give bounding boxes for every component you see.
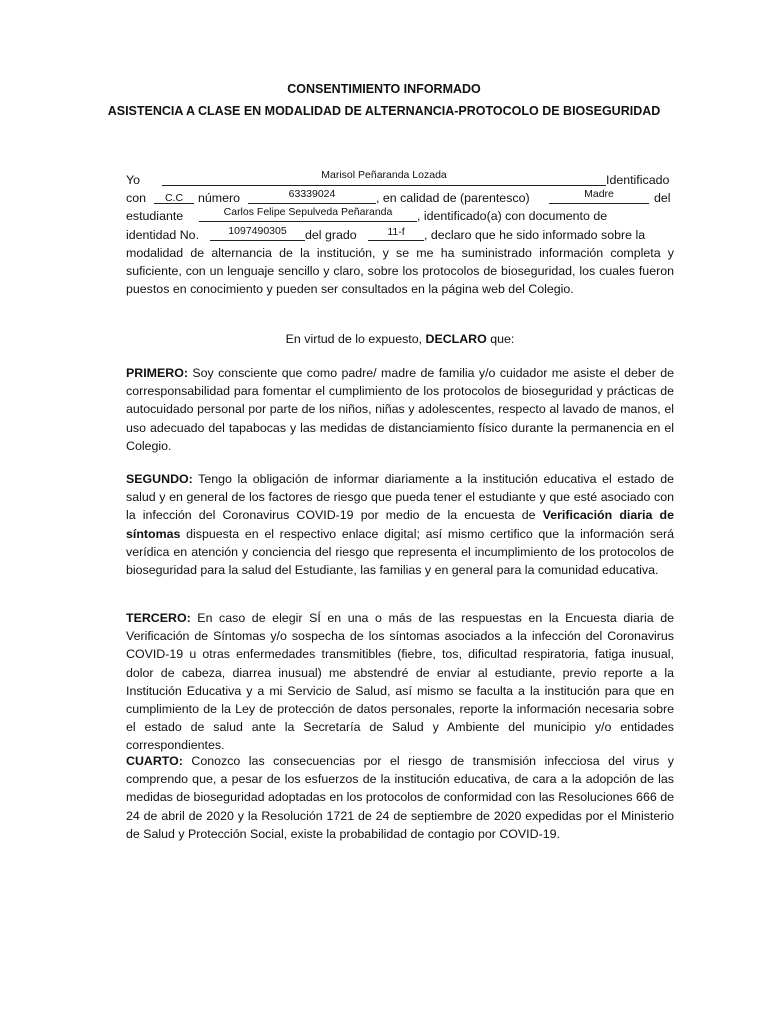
- declaro-intro-pre: En virtud de lo expuesto,: [285, 332, 426, 346]
- calidad-label: , en calidad de (parentesco): [376, 191, 530, 206]
- declaro-text: , declaro que he sido informado sobre la: [424, 227, 646, 242]
- yo-label: Yo: [126, 173, 141, 187]
- tercero-text: En caso de elegir SÍ en una o más de las respuestas en la Encuesta diaria de Verificación de Síntomas y/o sospecha de los síntomas asociados a la infección del Coronavirus COVID-19 u otras enfermedades transmitibles (fiebre, tos, dificultad respiratoria, fatiga inusual, dolor de cabeza, diarrea inusual) me abstendré de enviar al estudiante, previo reporte a la Institución Educativa y a mi Servicio de Salud, así mismo se faculta a la institución para que en cumplimiento de la Ley de protección de datos personales, reporte la información necesaria sobre el estado de salud ante la Secretaría de Salud y Ambiente del municipio y/o entidades correspondientes.: [126, 611, 674, 753]
- clause-tercero: [126, 609, 674, 755]
- numero-label: número: [198, 191, 241, 206]
- document-subtitle: ASISTENCIA A CLASE EN MODALIDAD DE ALTERNANCIA-PROTOCOLO DE BIOSEGURIDAD: [107, 104, 661, 118]
- cuarto-label: CUARTO:: [126, 754, 183, 768]
- estudiante-label: estudiante: [126, 209, 184, 224]
- tercero-label: TERCERO:: [126, 611, 191, 625]
- doc-number-value: 63339024: [288, 188, 336, 201]
- declaro-intro-post: que:: [486, 332, 515, 346]
- form-row-guardian: [126, 171, 674, 189]
- declaro-intro-bold: DECLARO: [425, 332, 487, 346]
- identificado-label: Identificado: [606, 173, 670, 187]
- relationship-value: Madre: [584, 188, 614, 201]
- identificado-doc-label: , identificado(a) con documento de: [417, 209, 608, 224]
- segundo-bold: Verificación diaria de síntomas: [126, 508, 674, 541]
- cuarto-text: Conozco las consecuencias por el riesgo de transmisión infecciosa del virus y comprendo que, a pesar de los esfuerzos de la institución educativa, de cara a la adopción de las medidas de bioseguridad adoptadas en los protocolos de conformidad con las Resoluciones 666 de 24 de abril de 2020 y la Resolución 1721 de 24 de septiembre de 2020 expedidas por el Ministerio de Salud y Protección Social, existe la probabilidad de contagio por COVID-19.: [126, 754, 674, 841]
- grado-label: del grado: [305, 227, 357, 242]
- del-label: del: [654, 191, 671, 206]
- form-row-id: [126, 226, 674, 244]
- identidad-label: identidad No.: [126, 227, 200, 242]
- student-name-value: Carlos Felipe Sepulveda Peñaranda: [223, 206, 393, 219]
- form-rest-text: modalidad de alternancia de la institución, y se me ha suministrado información completa y suficiente, con un lenguaje sencillo y claro, sobre los protocolos de bioseguridad, los cuales fueron puestos en conocimiento y pueden ser consultados en la página web del Colegio.: [126, 245, 674, 297]
- consent-form-block: [126, 171, 674, 298]
- guardian-name-value: Marisol Peñaranda Lozada: [321, 169, 447, 181]
- student-id-value: 1097490305: [228, 224, 287, 237]
- segundo-text-a: Tengo la obligación de informar diariamente a la institución educativa el estado de salud y en general de los factores de riesgo que pueda tener el estudiante y que esté asociado con la infección del Coronavirus COVID-19 por medio de la encuesta de: [126, 472, 674, 523]
- form-row-student: [126, 207, 674, 225]
- clause-primero: [126, 364, 674, 455]
- doc-type-value: C.C: [164, 192, 184, 205]
- primero-text: Soy consciente que como padre/ madre de familia y/o cuidador me asiste el deber de corresponsabilidad para fomentar el cumplimiento de los protocolos de bioseguridad y prácticas de autocuidado personal por parte de los niños, niñas y adolescentes, respecto al lavado de manos, el uso adecuado del tapabocas y las medidas de distanciamiento físico durante la permanencia en el Colegio.: [126, 366, 674, 453]
- declaro-intro: [126, 330, 674, 348]
- segundo-text-b: dispuesta en el respectivo enlace digital; así mismo certifico que la información será verídica en atención y conciencia del riesgo que representa el incumplimiento de los protocolos de bioseguridad para la salud del Estudiante, las familias y en general para la comunidad educativa.: [126, 526, 674, 578]
- form-row-document: [126, 189, 674, 207]
- primero-label: PRIMERO:: [126, 366, 188, 380]
- con-label: con: [126, 191, 146, 206]
- grade-value: 11-f: [387, 225, 405, 238]
- clause-segundo: [126, 470, 674, 579]
- clause-cuarto: [126, 752, 674, 843]
- segundo-label: SEGUNDO:: [126, 472, 193, 486]
- document-title: CONSENTIMIENTO INFORMADO: [287, 82, 481, 96]
